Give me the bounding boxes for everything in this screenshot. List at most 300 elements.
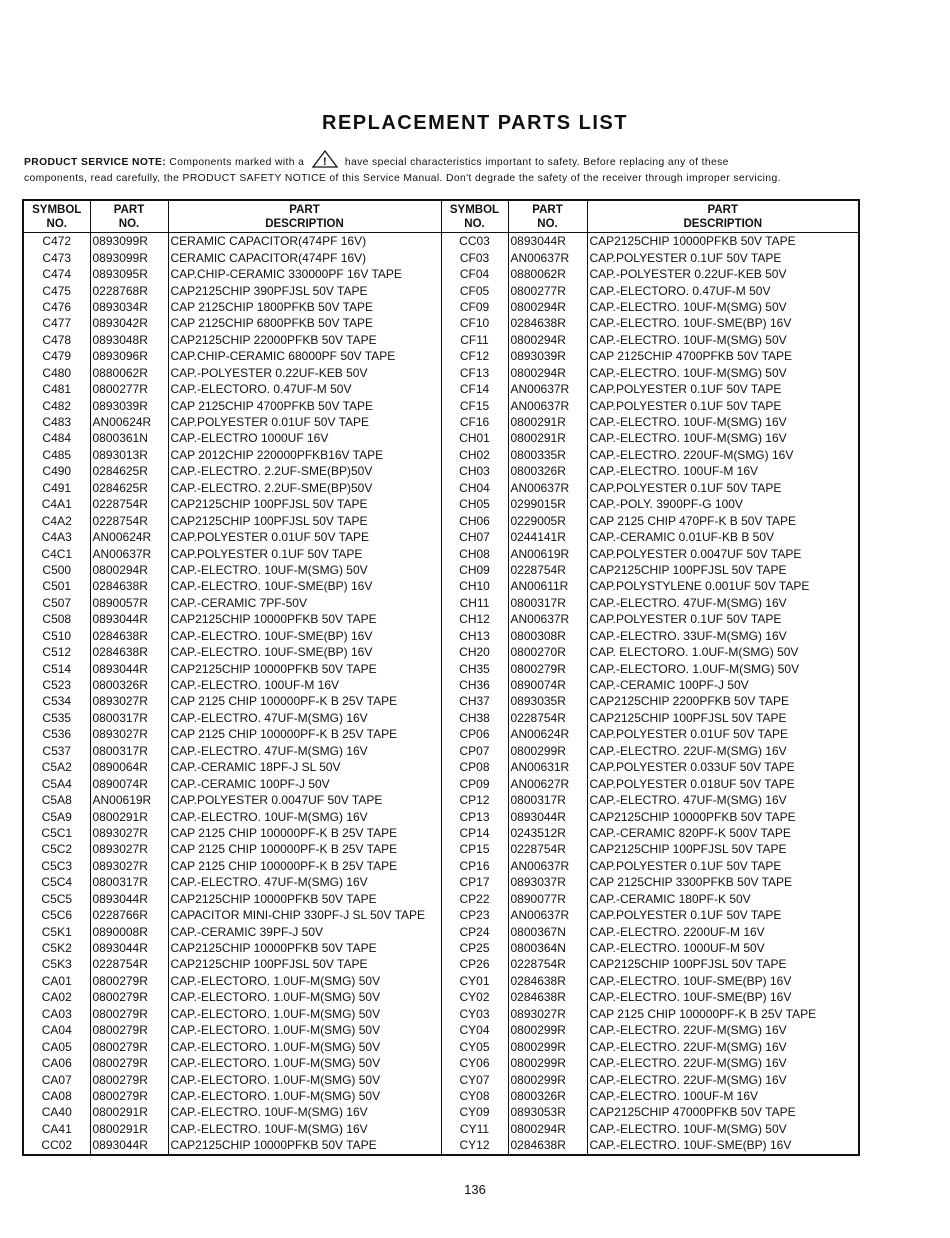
- description-cell: CAP.POLYESTER 0.01UF 50V TAPE: [168, 414, 441, 430]
- symbol-cell: CY03: [441, 1006, 508, 1022]
- symbol-cell: CH09: [441, 562, 508, 578]
- symbol-cell: CF14: [441, 381, 508, 397]
- symbol-cell: C5A8: [23, 792, 90, 808]
- description-cell: CAP2125CHIP 2200PFKB 50V TAPE: [587, 693, 859, 709]
- description-cell: CAP2125CHIP 10000PFKB 50V TAPE: [168, 611, 441, 627]
- symbol-cell: CF12: [441, 348, 508, 364]
- symbol-cell: CY11: [441, 1121, 508, 1137]
- symbol-cell: CA04: [23, 1022, 90, 1038]
- symbol-cell: C481: [23, 381, 90, 397]
- description-cell: CAP.-ELECTRO. 100UF-M 16V: [587, 1088, 859, 1104]
- symbol-cell: CP08: [441, 759, 508, 775]
- symbol-cell: CA41: [23, 1121, 90, 1137]
- description-cell: CAP 2125 CHIP 100000PF-K B 25V TAPE: [168, 825, 441, 841]
- symbol-cell: C5K3: [23, 956, 90, 972]
- table-row: [23, 562, 859, 578]
- header-part-no-right: PART NO.: [508, 200, 587, 233]
- description-cell: CAP2125CHIP 100PFJSL 50V TAPE: [587, 562, 859, 578]
- symbol-cell: CF16: [441, 414, 508, 430]
- table-row: [23, 628, 859, 644]
- part-no-cell: 0893096R: [90, 348, 168, 364]
- part-no-cell: 0890057R: [90, 595, 168, 611]
- symbol-cell: CY09: [441, 1104, 508, 1120]
- part-no-cell: AN00637R: [508, 480, 587, 496]
- part-no-cell: 0800317R: [90, 710, 168, 726]
- description-cell: CAP.-ELECTRO. 2.2UF-SME(BP)50V: [168, 480, 441, 496]
- symbol-cell: CY02: [441, 989, 508, 1005]
- symbol-cell: C5K2: [23, 940, 90, 956]
- part-no-cell: 0800326R: [508, 463, 587, 479]
- description-cell: CAP 2125CHIP 4700PFKB 50V TAPE: [168, 397, 441, 413]
- part-no-cell: 0284625R: [90, 480, 168, 496]
- description-cell: CAPACITOR MINI-CHIP 330PF-J SL 50V TAPE: [168, 907, 441, 923]
- description-cell: CAP.-CERAMIC 7PF-50V: [168, 595, 441, 611]
- symbol-cell: CP12: [441, 792, 508, 808]
- description-cell: CAP.-ELECTRO. 10UF-SME(BP) 16V: [168, 644, 441, 660]
- symbol-cell: C534: [23, 693, 90, 709]
- page-number: 136: [464, 1182, 486, 1197]
- part-no-cell: 0800299R: [508, 1055, 587, 1071]
- description-cell: CAP.-ELECTRO. 22UF-M(SMG) 16V: [587, 743, 859, 759]
- table-row: [23, 545, 859, 561]
- symbol-cell: CA05: [23, 1038, 90, 1054]
- description-cell: CAP.-ELECTRO. 47UF-M(SMG) 16V: [168, 710, 441, 726]
- description-cell: CAP.-ELECTRO. 220UF-M(SMG) 16V: [587, 447, 859, 463]
- description-cell: CAP.-ELECTORO. 1.0UF-M(SMG) 50V: [168, 989, 441, 1005]
- symbol-cell: CP15: [441, 841, 508, 857]
- symbol-cell: CA07: [23, 1071, 90, 1087]
- description-cell: CAP.-ELECTORO. 1.0UF-M(SMG) 50V: [168, 1055, 441, 1071]
- part-no-cell: 0800291R: [90, 1104, 168, 1120]
- description-cell: CAP.POLYSTYLENE 0.001UF 50V TAPE: [587, 578, 859, 594]
- symbol-cell: CH12: [441, 611, 508, 627]
- description-cell: CAP.-ELECTRO. 10UF-M(SMG) 50V: [587, 332, 859, 348]
- part-no-cell: AN00637R: [90, 545, 168, 561]
- description-cell: CAP.-ELECTRO. 33UF-M(SMG) 16V: [587, 628, 859, 644]
- part-no-cell: 0893044R: [90, 660, 168, 676]
- part-no-cell: 0284638R: [508, 989, 587, 1005]
- table-row: [23, 841, 859, 857]
- description-cell: CAP.-ELECTRO. 100UF-M 16V: [587, 463, 859, 479]
- description-cell: CAP2125CHIP 10000PFKB 50V TAPE: [168, 660, 441, 676]
- part-no-cell: 0890074R: [90, 775, 168, 791]
- part-no-cell: 0893034R: [90, 299, 168, 315]
- table-row: [23, 315, 859, 331]
- symbol-cell: CH37: [441, 693, 508, 709]
- description-cell: CAP 2125CHIP 3300PFKB 50V TAPE: [587, 874, 859, 890]
- table-row: [23, 973, 859, 989]
- part-no-cell: 0893044R: [90, 1137, 168, 1154]
- symbol-cell: C537: [23, 743, 90, 759]
- description-cell: CAP.-ELECTRO. 47UF-M(SMG) 16V: [587, 792, 859, 808]
- table-row: [23, 989, 859, 1005]
- part-no-cell: 0284638R: [90, 644, 168, 660]
- description-cell: CERAMIC CAPACITOR(474PF 16V): [168, 249, 441, 265]
- table-row: [23, 397, 859, 413]
- table-row: [23, 463, 859, 479]
- symbol-cell: CA08: [23, 1088, 90, 1104]
- table-row: [23, 1006, 859, 1022]
- description-cell: CAP.POLYESTER 0.0047UF 50V TAPE: [168, 792, 441, 808]
- header-symbol-right: SYMBOL NO.: [441, 200, 508, 233]
- symbol-cell: CF05: [441, 282, 508, 298]
- symbol-cell: CH36: [441, 677, 508, 693]
- symbol-cell: C514: [23, 660, 90, 676]
- table-row: [23, 693, 859, 709]
- symbol-cell: CY04: [441, 1022, 508, 1038]
- part-no-cell: 0893027R: [508, 1006, 587, 1022]
- symbol-cell: CH01: [441, 430, 508, 446]
- description-cell: CAP.-ELECTRO. 10UF-M(SMG) 16V: [168, 1104, 441, 1120]
- description-cell: CAP2125CHIP 100PFJSL 50V TAPE: [587, 841, 859, 857]
- description-cell: CAP.-ELECTRO. 10UF-M(SMG) 50V: [587, 299, 859, 315]
- part-no-cell: AN00637R: [508, 397, 587, 413]
- symbol-cell: CP06: [441, 726, 508, 742]
- symbol-cell: CA01: [23, 973, 90, 989]
- description-cell: CAP.-ELECTRO. 47UF-M(SMG) 16V: [587, 595, 859, 611]
- symbol-cell: CH10: [441, 578, 508, 594]
- part-no-cell: 0800294R: [508, 332, 587, 348]
- part-no-cell: 0893095R: [90, 266, 168, 282]
- symbol-cell: CP23: [441, 907, 508, 923]
- description-cell: CAP. ELECTORO. 1.0UF-M(SMG) 50V: [587, 644, 859, 660]
- note-label: PRODUCT SERVICE NOTE:: [24, 157, 167, 168]
- symbol-cell: C5C2: [23, 841, 90, 857]
- symbol-cell: C475: [23, 282, 90, 298]
- symbol-cell: C5C5: [23, 891, 90, 907]
- header-description-left: PART DESCRIPTION: [168, 200, 441, 233]
- description-cell: CAP.-ELECTRO. 10UF-SME(BP) 16V: [168, 628, 441, 644]
- table-row: [23, 743, 859, 759]
- part-no-cell: 0800291R: [90, 808, 168, 824]
- description-cell: CAP.POLYESTER 0.1UF 50V TAPE: [168, 545, 441, 561]
- part-no-cell: 0800279R: [90, 1088, 168, 1104]
- symbol-cell: CP14: [441, 825, 508, 841]
- symbol-cell: CH06: [441, 512, 508, 528]
- table-row: [23, 480, 859, 496]
- part-no-cell: 0893037R: [508, 874, 587, 890]
- part-no-cell: 0229005R: [508, 512, 587, 528]
- symbol-cell: C510: [23, 628, 90, 644]
- part-no-cell: 0800361N: [90, 430, 168, 446]
- part-no-cell: 0893044R: [508, 233, 587, 250]
- table-row: [23, 1022, 859, 1038]
- symbol-cell: CP25: [441, 940, 508, 956]
- part-no-cell: 0284638R: [508, 973, 587, 989]
- table-header-row: [23, 200, 859, 233]
- symbol-cell: C477: [23, 315, 90, 331]
- part-no-cell: 0800317R: [90, 743, 168, 759]
- part-no-cell: 0284638R: [90, 578, 168, 594]
- symbol-cell: CH13: [441, 628, 508, 644]
- symbol-cell: C512: [23, 644, 90, 660]
- header-symbol-left: SYMBOL NO.: [23, 200, 90, 233]
- table-row: [23, 808, 859, 824]
- description-cell: CAP.-POLYESTER 0.22UF-KEB 50V: [587, 266, 859, 282]
- part-no-cell: 0284638R: [508, 315, 587, 331]
- symbol-cell: CF04: [441, 266, 508, 282]
- symbol-cell: CY05: [441, 1038, 508, 1054]
- part-no-cell: 0228754R: [508, 841, 587, 857]
- description-cell: CAP.-ELECTORO. 0.47UF-M 50V: [587, 282, 859, 298]
- symbol-cell: C5A9: [23, 808, 90, 824]
- description-cell: CAP.-POLYESTER 0.22UF-KEB 50V: [168, 365, 441, 381]
- symbol-cell: CP13: [441, 808, 508, 824]
- part-no-cell: 0890074R: [508, 677, 587, 693]
- description-cell: CAP2125CHIP 47000PFKB 50V TAPE: [587, 1104, 859, 1120]
- part-no-cell: 0284625R: [90, 463, 168, 479]
- table-row: [23, 710, 859, 726]
- part-no-cell: 0800326R: [90, 677, 168, 693]
- description-cell: CAP.POLYESTER 0.1UF 50V TAPE: [587, 397, 859, 413]
- symbol-cell: C476: [23, 299, 90, 315]
- description-cell: CAP2125CHIP 390PFJSL 50V TAPE: [168, 282, 441, 298]
- part-no-cell: 0800270R: [508, 644, 587, 660]
- table-row: [23, 512, 859, 528]
- part-no-cell: 0800291R: [90, 1121, 168, 1137]
- part-no-cell: 0800279R: [90, 1038, 168, 1054]
- part-no-cell: AN00624R: [90, 414, 168, 430]
- table-row: [23, 1071, 859, 1087]
- description-cell: CAP.-ELECTRO. 10UF-M(SMG) 16V: [168, 808, 441, 824]
- part-no-cell: 0893027R: [90, 858, 168, 874]
- description-cell: CAP 2125 CHIP 100000PF-K B 25V TAPE: [587, 1006, 859, 1022]
- part-no-cell: 0228754R: [90, 512, 168, 528]
- part-no-cell: AN00627R: [508, 775, 587, 791]
- table-row: [23, 1121, 859, 1137]
- part-no-cell: 0800299R: [508, 1071, 587, 1087]
- table-row: [23, 858, 859, 874]
- description-cell: CAP.-ELECTRO. 47UF-M(SMG) 16V: [168, 874, 441, 890]
- symbol-cell: CP17: [441, 874, 508, 890]
- part-no-cell: 0893044R: [90, 891, 168, 907]
- description-cell: CAP.POLYESTER 0.1UF 50V TAPE: [587, 611, 859, 627]
- description-cell: CAP.-ELECTRO. 2200UF-M 16V: [587, 923, 859, 939]
- part-no-cell: 0800294R: [508, 299, 587, 315]
- description-cell: CAP.-ELECTRO. 10UF-SME(BP) 16V: [587, 973, 859, 989]
- part-no-cell: 0284638R: [508, 1137, 587, 1154]
- description-cell: CAP2125CHIP 22000PFKB 50V TAPE: [168, 332, 441, 348]
- part-no-cell: 0800299R: [508, 1022, 587, 1038]
- table-row: [23, 825, 859, 841]
- description-cell: CAP.-ELECTRO. 10UF-M(SMG) 50V: [587, 365, 859, 381]
- part-no-cell: AN00619R: [90, 792, 168, 808]
- part-no-cell: AN00631R: [508, 759, 587, 775]
- description-cell: CAP.-ELECTRO. 100UF-M 16V: [168, 677, 441, 693]
- table-row: [23, 282, 859, 298]
- part-no-cell: 0243512R: [508, 825, 587, 841]
- description-cell: CAP.-ELECTRO. 10UF-SME(BP) 16V: [168, 578, 441, 594]
- table-row: [23, 874, 859, 890]
- description-cell: CAP.-ELECTRO. 10UF-M(SMG) 16V: [587, 414, 859, 430]
- symbol-cell: CA03: [23, 1006, 90, 1022]
- symbol-cell: CH11: [441, 595, 508, 611]
- table-row: [23, 249, 859, 265]
- table-row: [23, 266, 859, 282]
- symbol-cell: C535: [23, 710, 90, 726]
- table-row: [23, 233, 859, 250]
- description-cell: CAP.POLYESTER 0.01UF 50V TAPE: [587, 726, 859, 742]
- symbol-cell: CH04: [441, 480, 508, 496]
- description-cell: CAP.-ELECTRO. 22UF-M(SMG) 16V: [587, 1055, 859, 1071]
- table-row: [23, 907, 859, 923]
- symbol-cell: CF10: [441, 315, 508, 331]
- part-no-cell: AN00624R: [508, 726, 587, 742]
- symbol-cell: CY07: [441, 1071, 508, 1087]
- description-cell: CAP.POLYESTER 0.1UF 50V TAPE: [587, 381, 859, 397]
- part-no-cell: 0893013R: [90, 447, 168, 463]
- symbol-cell: C491: [23, 480, 90, 496]
- note-text-before-icon: Components marked with a: [169, 157, 305, 168]
- description-cell: CAP.-CERAMIC 180PF-K 50V: [587, 891, 859, 907]
- description-cell: CAP2125CHIP 10000PFKB 50V TAPE: [168, 1137, 441, 1154]
- description-cell: CAP.-ELECTRO. 1000UF-M 50V: [587, 940, 859, 956]
- part-no-cell: AN00637R: [508, 907, 587, 923]
- table-row: [23, 299, 859, 315]
- description-cell: CAP 2125 CHIP 100000PF-K B 25V TAPE: [168, 841, 441, 857]
- description-cell: CAP.CHIP-CERAMIC 68000PF 50V TAPE: [168, 348, 441, 364]
- part-no-cell: 0800279R: [90, 973, 168, 989]
- part-no-cell: 0228754R: [508, 710, 587, 726]
- part-no-cell: 0800279R: [90, 1071, 168, 1087]
- part-no-cell: 0893035R: [508, 693, 587, 709]
- part-no-cell: 0800279R: [90, 989, 168, 1005]
- description-cell: CAP2125CHIP 10000PFKB 50V TAPE: [587, 808, 859, 824]
- note-text-line2: components, read carefully, the PRODUCT SAFETY NOTICE of this Service Manual. Don't degrade the safety of the receiver through improper servicing.: [24, 173, 781, 184]
- header-part-no-left: PART NO.: [90, 200, 168, 233]
- part-no-cell: 0228754R: [508, 956, 587, 972]
- description-cell: CAP.-ELECTORO. 1.0UF-M(SMG) 50V: [168, 1088, 441, 1104]
- table-row: [23, 430, 859, 446]
- symbol-cell: CH08: [441, 545, 508, 561]
- description-cell: CAP.-CERAMIC 0.01UF-KB B 50V: [587, 529, 859, 545]
- part-no-cell: 0893044R: [508, 808, 587, 824]
- description-cell: CAP.-ELECTRO. 10UF-M(SMG) 50V: [168, 562, 441, 578]
- symbol-cell: CP16: [441, 858, 508, 874]
- symbol-cell: CA02: [23, 989, 90, 1005]
- symbol-cell: C523: [23, 677, 90, 693]
- symbol-cell: C480: [23, 365, 90, 381]
- parts-table: [22, 199, 860, 1156]
- part-no-cell: 0800367N: [508, 923, 587, 939]
- description-cell: CAP.CHIP-CERAMIC 330000PF 16V TAPE: [168, 266, 441, 282]
- symbol-cell: C479: [23, 348, 90, 364]
- symbol-cell: C4A3: [23, 529, 90, 545]
- description-cell: CAP.-ELECTORO. 1.0UF-M(SMG) 50V: [168, 973, 441, 989]
- table-row: [23, 595, 859, 611]
- description-cell: CAP 2125CHIP 4700PFKB 50V TAPE: [587, 348, 859, 364]
- table-row: [23, 348, 859, 364]
- part-no-cell: 0800294R: [508, 1121, 587, 1137]
- symbol-cell: C507: [23, 595, 90, 611]
- part-no-cell: 0893039R: [90, 397, 168, 413]
- part-no-cell: 0800308R: [508, 628, 587, 644]
- part-no-cell: 0893099R: [90, 249, 168, 265]
- product-service-note: [24, 150, 904, 187]
- description-cell: CAP.POLYESTER 0.1UF 50V TAPE: [587, 480, 859, 496]
- symbol-cell: CF13: [441, 365, 508, 381]
- symbol-cell: C5C6: [23, 907, 90, 923]
- description-cell: CAP.POLYESTER 0.1UF 50V TAPE: [587, 858, 859, 874]
- symbol-cell: CC03: [441, 233, 508, 250]
- part-no-cell: 0800291R: [508, 414, 587, 430]
- description-cell: CAP.-ELECTORO. 1.0UF-M(SMG) 50V: [168, 1038, 441, 1054]
- symbol-cell: C473: [23, 249, 90, 265]
- symbol-cell: C483: [23, 414, 90, 430]
- description-cell: CAP.-CERAMIC 18PF-J SL 50V: [168, 759, 441, 775]
- description-cell: CAP.-ELECTORO. 1.0UF-M(SMG) 50V: [587, 660, 859, 676]
- description-cell: CAP.-ELECTRO. 10UF-M(SMG) 50V: [587, 1121, 859, 1137]
- description-cell: CAP 2012CHIP 220000PFKB16V TAPE: [168, 447, 441, 463]
- page-title: REPLACEMENT PARTS LIST: [322, 112, 628, 134]
- symbol-cell: C482: [23, 397, 90, 413]
- description-cell: CAP.-ELECTORO. 1.0UF-M(SMG) 50V: [168, 1071, 441, 1087]
- part-no-cell: 0880062R: [90, 365, 168, 381]
- symbol-cell: CP09: [441, 775, 508, 791]
- table-row: [23, 792, 859, 808]
- symbol-cell: CY08: [441, 1088, 508, 1104]
- part-no-cell: 0893042R: [90, 315, 168, 331]
- symbol-cell: C485: [23, 447, 90, 463]
- table-row: [23, 365, 859, 381]
- symbol-cell: C500: [23, 562, 90, 578]
- part-no-cell: 0893053R: [508, 1104, 587, 1120]
- symbol-cell: CH02: [441, 447, 508, 463]
- table-row: [23, 496, 859, 512]
- description-cell: CAP2125CHIP 100PFJSL 50V TAPE: [168, 956, 441, 972]
- table-row: [23, 381, 859, 397]
- symbol-cell: CH07: [441, 529, 508, 545]
- symbol-cell: C474: [23, 266, 90, 282]
- table-row: [23, 1137, 859, 1154]
- symbol-cell: CH38: [441, 710, 508, 726]
- symbol-cell: CH20: [441, 644, 508, 660]
- part-no-cell: 0800277R: [90, 381, 168, 397]
- table-row: [23, 775, 859, 791]
- part-no-cell: 0893027R: [90, 841, 168, 857]
- symbol-cell: C478: [23, 332, 90, 348]
- description-cell: CAP.-ELECTORO. 1.0UF-M(SMG) 50V: [168, 1022, 441, 1038]
- part-no-cell: 0880062R: [508, 266, 587, 282]
- description-cell: CAP.POLYESTER 0.1UF 50V TAPE: [587, 907, 859, 923]
- description-cell: CAP.POLYESTER 0.01UF 50V TAPE: [168, 529, 441, 545]
- symbol-cell: C4C1: [23, 545, 90, 561]
- symbol-cell: CH03: [441, 463, 508, 479]
- description-cell: CAP.-ELECTRO. 10UF-SME(BP) 16V: [587, 315, 859, 331]
- table-row: [23, 644, 859, 660]
- symbol-cell: C5A2: [23, 759, 90, 775]
- symbol-cell: C4A1: [23, 496, 90, 512]
- symbol-cell: CF15: [441, 397, 508, 413]
- description-cell: CAP.-POLY. 3900PF-G 100V: [587, 496, 859, 512]
- symbol-cell: CY12: [441, 1137, 508, 1154]
- part-no-cell: 0800279R: [90, 1055, 168, 1071]
- symbol-cell: C484: [23, 430, 90, 446]
- table-row: [23, 1038, 859, 1054]
- part-no-cell: AN00637R: [508, 858, 587, 874]
- description-cell: CAP.-ELECTRO. 47UF-M(SMG) 16V: [168, 743, 441, 759]
- description-cell: CAP2125CHIP 100PFJSL 50V TAPE: [168, 512, 441, 528]
- part-no-cell: 0284638R: [90, 628, 168, 644]
- description-cell: CAP.POLYESTER 0.033UF 50V TAPE: [587, 759, 859, 775]
- table-row: [23, 891, 859, 907]
- symbol-cell: CP24: [441, 923, 508, 939]
- symbol-cell: C5C3: [23, 858, 90, 874]
- description-cell: CAP.-ELECTORO. 0.47UF-M 50V: [168, 381, 441, 397]
- table-row: [23, 1055, 859, 1071]
- part-no-cell: 0800279R: [90, 1022, 168, 1038]
- svg-text:!: !: [322, 156, 327, 168]
